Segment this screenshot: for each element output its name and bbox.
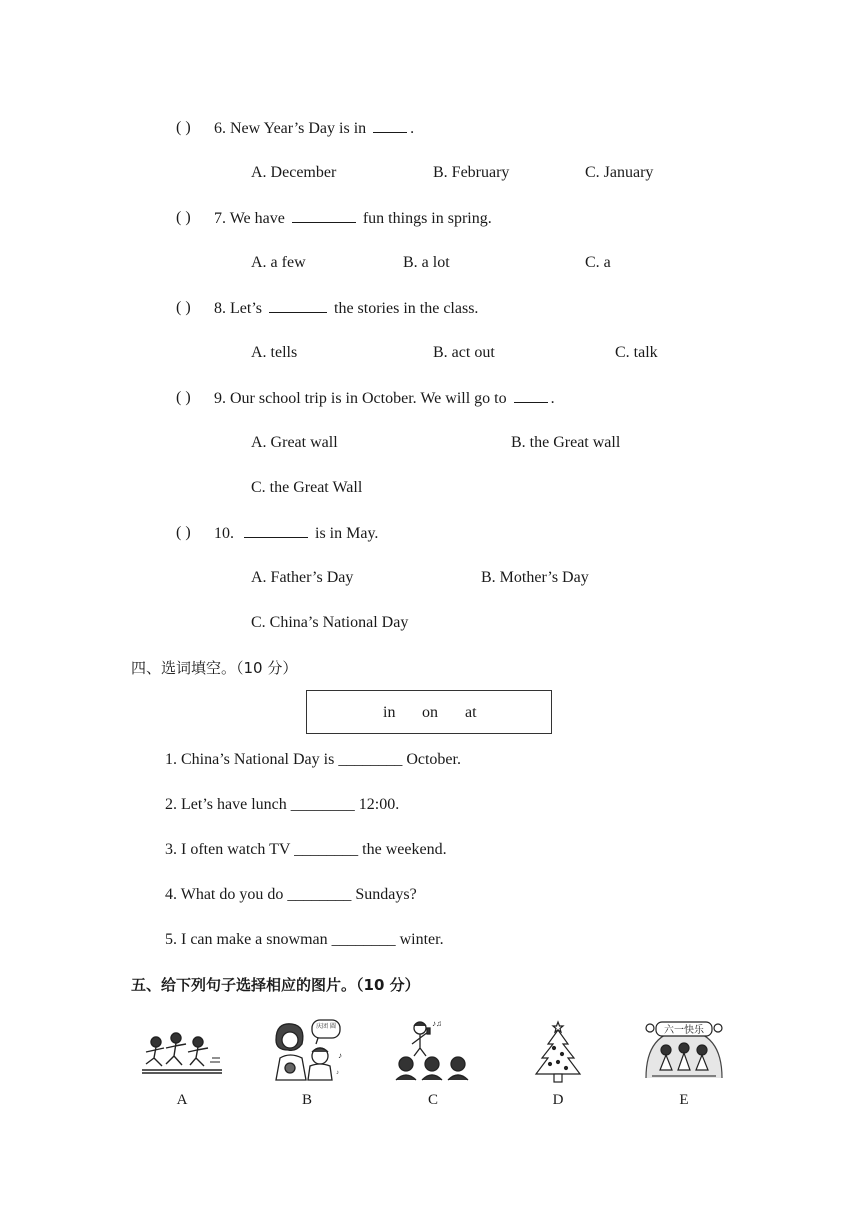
option-b[interactable]: B. the Great wall [511,434,621,451]
option-c[interactable]: C. January [585,164,654,181]
banner-text: 六一快乐 [664,1025,704,1036]
stem-after: is in May. [315,525,379,542]
stem-after: . [550,390,555,407]
question-number: 7. [214,210,226,227]
christmas-tree-icon [528,1018,588,1089]
stem-before: Our school trip is in October. We will go to [230,390,507,407]
children-running-icon [140,1018,224,1081]
answer-blank[interactable] [292,208,356,223]
question-stem [214,208,492,229]
fill-sentence-5[interactable]: 5. I can make a snowman ________ winter. [165,931,444,948]
question-stem [214,118,414,139]
fill-sentence-3[interactable]: 3. I often watch TV ________ the weekend. [165,841,447,858]
option-b[interactable]: B. a lot [403,254,450,271]
svg-text:♪: ♪ [336,1070,339,1076]
answer-paren[interactable]: ( ) [176,299,191,316]
sign-text: 庆团 圆 [316,1023,336,1030]
answer-blank[interactable] [244,523,308,538]
option-a[interactable]: A. Great wall [251,434,338,451]
question-number: 9. [214,390,226,407]
answer-paren[interactable]: ( ) [176,524,191,541]
picture-label-e: E [679,1092,689,1108]
fill-sentence-4[interactable]: 4. What do you do ________ Sundays? [165,886,417,903]
option-c[interactable]: C. the Great Wall [251,479,363,496]
option-b[interactable]: B. act out [433,344,495,361]
option-c[interactable]: C. China’s National Day [251,614,409,631]
stem-before: New Year’s Day is in [230,120,367,137]
question-number: 10. [214,525,234,542]
option-a[interactable]: A. tells [251,344,298,361]
answer-paren[interactable]: ( ) [176,119,191,136]
fill-sentence-2[interactable]: 2. Let’s have lunch ________ 12:00. [165,796,400,813]
svg-text:♪♫: ♪♫ [432,1019,442,1028]
question-number: 8. [214,300,226,317]
option-a[interactable]: A. December [251,164,337,181]
question-stem [214,298,478,319]
question-number: 6. [214,120,226,137]
stem-before: We have [229,210,285,227]
word-in: in [383,704,396,721]
question-stem [214,388,555,409]
word-on: on [422,704,438,721]
svg-text:♪: ♪ [338,1051,342,1060]
answer-paren[interactable]: ( ) [176,389,191,406]
fill-sentence-1[interactable]: 1. China’s National Day is ________ October. [165,751,461,768]
picture-label-d: D [552,1092,564,1108]
childrens-day-icon [642,1018,726,1089]
picture-label-a: A [176,1092,188,1108]
option-b[interactable]: B. Mother’s Day [481,569,589,586]
section-five-title: 五、给下列句子选择相应的图片。（10 分） [131,976,420,994]
word-bank-box [306,690,552,734]
option-a[interactable]: A. a few [251,254,306,271]
boy-singing-icon [392,1018,476,1089]
stem-after: . [410,120,415,137]
word-at: at [465,704,477,721]
picture-label-c: C [427,1092,438,1108]
option-b[interactable]: B. February [433,164,510,181]
question-stem [214,523,378,544]
picture-label-b: B [301,1092,312,1108]
option-c[interactable]: C. talk [615,344,658,361]
stem-after: the stories in the class. [334,300,479,317]
answer-blank[interactable] [373,118,407,133]
answer-blank[interactable] [514,388,548,403]
mother-and-child-icon [266,1018,350,1089]
answer-blank[interactable] [269,298,327,313]
stem-before: Let’s [230,300,262,317]
section-four-title: 四、选词填空。（10 分） [131,659,298,677]
answer-paren[interactable]: ( ) [176,209,191,226]
option-c[interactable]: C. a [585,254,611,271]
stem-after: fun things in spring. [362,210,492,227]
option-a[interactable]: A. Father’s Day [251,569,354,586]
